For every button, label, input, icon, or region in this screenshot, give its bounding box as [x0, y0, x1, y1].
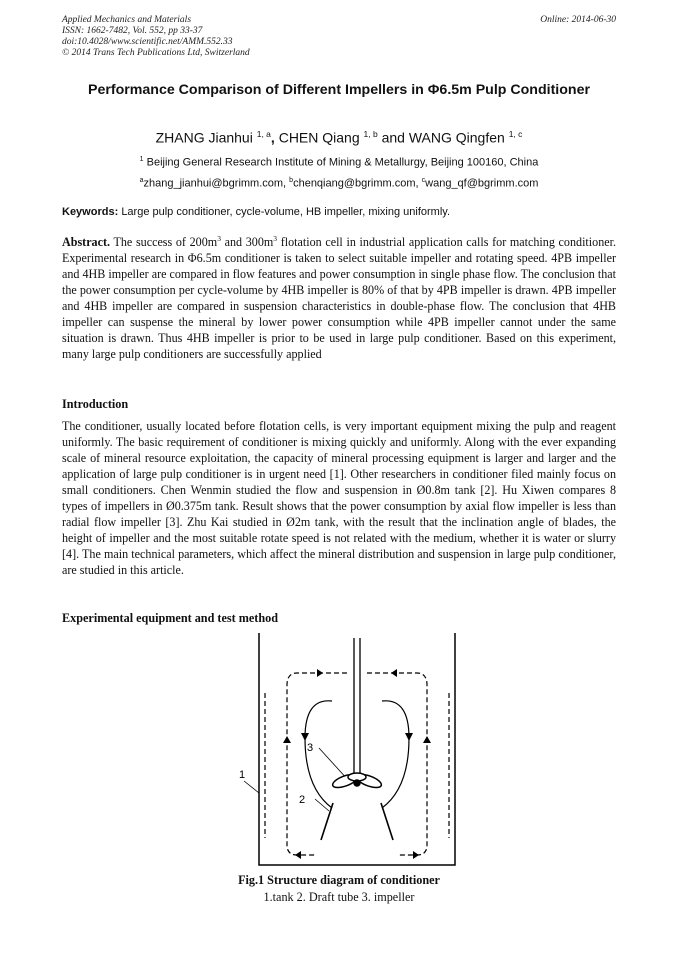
keywords — [62, 206, 616, 218]
arrow-inner-left — [301, 733, 309, 741]
author-1-marker: 1, a — [256, 129, 271, 139]
arrow-right-top — [391, 669, 397, 677]
author-2: CHEN Qiang — [278, 129, 360, 146]
inner-flow-right — [382, 701, 409, 808]
draft-tube-right — [381, 803, 393, 840]
abstract-label: Abstract. — [62, 235, 111, 249]
arrow-left-bottom — [295, 851, 301, 859]
arrow-right-bottom — [413, 851, 419, 859]
affiliation — [62, 156, 616, 169]
experimental-heading: Experimental equipment and test method — [62, 611, 278, 625]
keywords-label: Keywords: — [62, 206, 119, 218]
figure-label-2: 2 — [299, 794, 306, 806]
paper-title: Performance Comparison of Different Impellers in Φ6.5m Pulp Conditioner — [88, 82, 590, 98]
figure-label-1: 1 — [239, 769, 246, 781]
draft-tube-left — [321, 803, 333, 840]
introduction-paragraph: The conditioner, usually located before flotation cells, is very important equipment mixing the pulp and reagent uniformly. The basic requirement of conditioner is mixing quickly and uniformly. Along with the ever expanding scale of mineral resource exploitation, the capacity of mineral processing equipment is larger and larger and the application of large pulp conditioner is in urgent need [1]. Other researchers in conditioner filed mainly focus on small conditioners. Chen Wenmin studied the flow and suspension in Ø0.8m tank [2]. Hu Xiwen compares 8 types of impellers in Ø0.375m tank. Result shows that the power consumption by axial flow impeller is less than radial flow impeller [3]. Zhu Kai studied in Ø2m tank, with the result that the inclination angle of blades, the height of impeller and the most suitable rotate speed is not related with the medium, whether it is water or slurry [4]. The main technical parameters, which affect the mineral distribution and suspension in large pulp conditioner, are studied in this article. — [62, 419, 616, 577]
author-3: WANG Qingfen — [408, 129, 505, 146]
arrow-left-top — [317, 669, 323, 677]
figure-label-3: 3 — [307, 742, 314, 754]
online-date: Online: 2014-06-30 — [540, 15, 616, 25]
journal-copyright: © 2014 Trans Tech Publications Ltd, Switzerland — [62, 48, 250, 58]
abstract-sup-2: 3 — [273, 233, 278, 243]
journal-name: Applied Mechanics and Materials — [62, 15, 192, 25]
email-c-marker: c — [421, 177, 426, 184]
email-c[interactable]: wang_qf@bgrimm.com — [425, 177, 539, 190]
keywords-text: Large pulp conditioner, cycle-volume, HB impeller, mixing uniformly. — [121, 206, 451, 218]
journal-doi: doi:10.4028/www.scientific.net/AMM.552.33 — [62, 37, 233, 47]
abstract-text-1: The success of 200m — [113, 235, 218, 249]
arrow-inner-right — [405, 733, 413, 741]
email-b[interactable]: chenqiang@bgrimm.com, — [293, 177, 419, 190]
inner-flow-left — [305, 701, 332, 808]
flow-loop-left — [287, 673, 347, 855]
email-a-marker: a — [139, 177, 144, 184]
introduction-heading: Introduction — [62, 397, 129, 411]
abstract-paragraph — [62, 234, 616, 362]
email-a[interactable]: zhang_jianhui@bgrimm.com, — [143, 177, 287, 190]
arrow-right-side — [423, 736, 431, 743]
abstract-text-2: and 300m — [220, 235, 274, 249]
figure-legend: 1.tank 2. Draft tube 3. impeller — [263, 890, 415, 904]
affiliation-marker: 1 — [139, 156, 144, 163]
conditioner-diagram — [237, 633, 477, 868]
author-emails — [62, 177, 616, 190]
email-b-marker: b — [289, 177, 294, 184]
tank-outline — [259, 633, 455, 865]
leader-1 — [244, 781, 259, 793]
flow-loop-right — [367, 673, 427, 855]
leader-2 — [315, 799, 329, 811]
affiliation-text: Beijing General Research Institute of Mining & Metallurgy, Beijing 100160, China — [146, 156, 539, 169]
abstract-text-3: flotation cell in industrial application calls for matching conditioner. Experimental research in Φ6.5m conditioner is taken to select suitable impeller and rotating speed. 4PB impeller and 4HB impeller are compared in flow features and power consumption in single phase flow. The conclusion that the power consumption per cycle-volume by 4HB impeller is 80% of that by 4PB impeller is drawn. 4PB impeller and 4HB impeller are compared in suspension characteristics in double-phase flow. The conclusion that 4HB impeller can suspense the mineral by lower power consumption while 4PB impeller cannot under the same situation is drawn. Thus 4HB impeller is prior to be used in large pulp conditioner. Based on this experiment, many large pulp conditioners are successfully applied — [62, 235, 616, 361]
author-2-marker: 1, b — [363, 129, 378, 139]
author-1: ZHANG Jianhui — [155, 129, 253, 146]
abstract-sup-1: 3 — [217, 233, 221, 243]
author-list: ZHANG Jianhui $^{1, a}$, CHEN Qiang $^{1, b}$ and WANG Qingfen $^{1, c}$ — [155, 129, 523, 146]
journal-issn: ISSN: 1662-7482, Vol. 552, pp 33-37 — [62, 26, 203, 36]
figure-caption: Fig.1 Structure diagram of conditioner — [238, 873, 440, 887]
journal-header — [62, 15, 250, 59]
impeller — [331, 772, 383, 790]
author-3-marker: 1, c — [508, 129, 523, 139]
arrow-left-side — [283, 736, 291, 743]
